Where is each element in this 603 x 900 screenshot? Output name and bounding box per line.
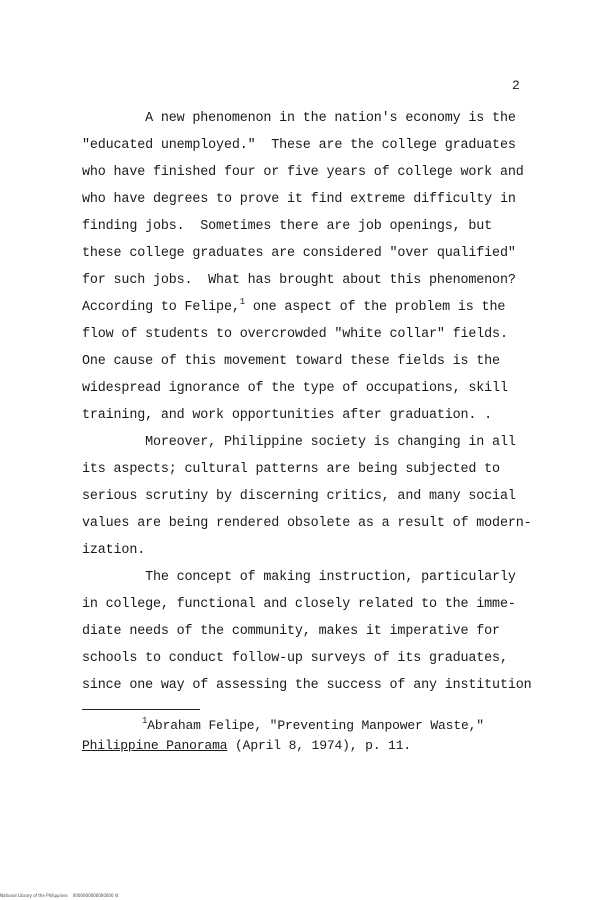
body-line: in college, functional and closely related to the imme- bbox=[82, 597, 516, 612]
body-text: According to Felipe, bbox=[82, 300, 240, 315]
footnote-marker: 1 bbox=[142, 716, 148, 726]
body-line: serious scrutiny by discerning critics, and many social bbox=[82, 489, 516, 504]
body-line: The concept of making instruction, particularly bbox=[82, 570, 516, 585]
body-line: "educated unemployed." These are the college graduates bbox=[82, 138, 516, 153]
body-line: who have degrees to prove it find extreme difficulty in bbox=[82, 192, 516, 207]
archive-stamp: National Library of the Philippines 0000000000000000 lit bbox=[0, 893, 119, 898]
body-line: diate needs of the community, makes it imperative for bbox=[82, 624, 500, 639]
footnote-reference: 1 bbox=[239, 297, 245, 307]
body-line: since one way of assessing the success of any institution bbox=[82, 678, 532, 693]
body-line: flow of students to overcrowded "white collar" fields. bbox=[82, 327, 508, 342]
body-line: A new phenomenon in the nation's economy is the bbox=[82, 111, 516, 126]
footnote-text: Abraham Felipe, "Preventing Manpower Waste," bbox=[147, 718, 484, 733]
body-line: training, and work opportunities after graduation. . bbox=[82, 408, 493, 423]
body-line: for such jobs. What has brought about this phenomenon? bbox=[82, 273, 516, 288]
footnote-rule bbox=[82, 709, 200, 710]
body-line: ization. bbox=[82, 543, 146, 558]
footnote-publication-title: Philippine Panorama bbox=[82, 738, 228, 753]
body-text: one aspect of the problem is the bbox=[244, 300, 506, 315]
body-line: schools to conduct follow-up surveys of its graduates, bbox=[82, 651, 508, 666]
body-line-with-footnote-ref bbox=[82, 297, 506, 315]
body-line: One cause of this movement toward these fields is the bbox=[82, 354, 500, 369]
page-number: 2 bbox=[512, 78, 520, 93]
body-line: widespread ignorance of the type of occupations, skill bbox=[82, 381, 508, 396]
footnote-text: (April 8, 1974), p. 11. bbox=[227, 738, 412, 753]
body-line: who have finished four or five years of college work and bbox=[82, 165, 524, 180]
footnote-line bbox=[82, 738, 411, 753]
body-line: finding jobs. Sometimes there are job openings, but bbox=[82, 219, 493, 234]
body-line: values are being rendered obsolete as a result of modern- bbox=[82, 516, 532, 531]
body-line: its aspects; cultural patterns are being subjected to bbox=[82, 462, 500, 477]
body-line: Moreover, Philippine society is changing in all bbox=[82, 435, 516, 450]
footnote-line bbox=[142, 718, 484, 733]
body-line: these college graduates are considered "over qualified" bbox=[82, 246, 516, 261]
